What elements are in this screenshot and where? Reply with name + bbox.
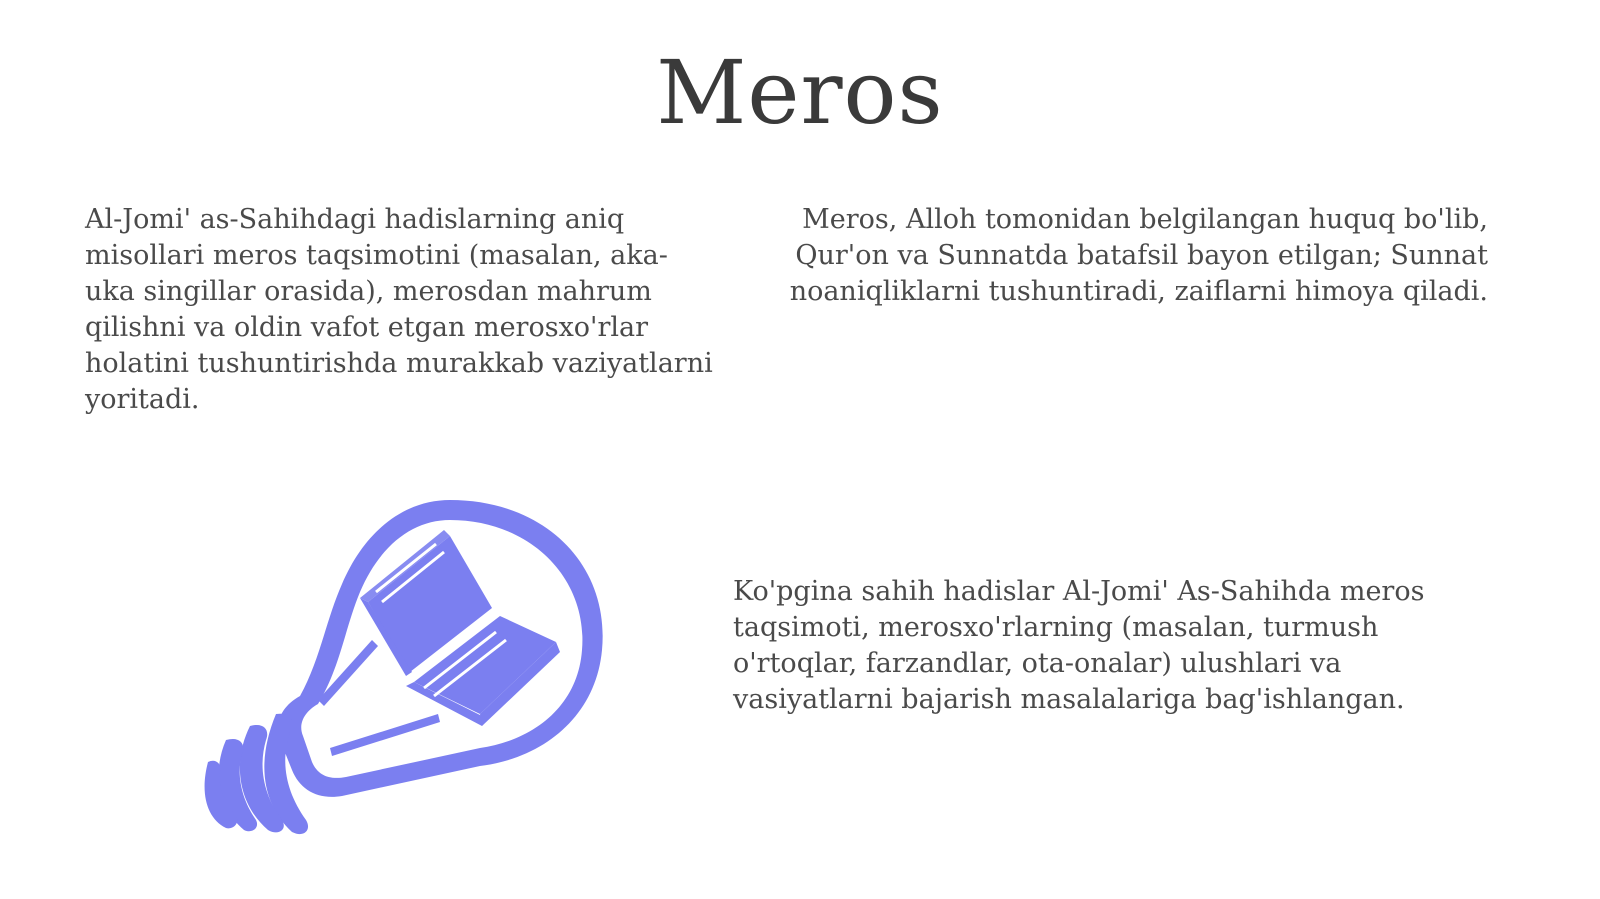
lightbulb-with-books-icon: [200, 500, 620, 860]
paragraph-left: Al-Jomi' as-Sahihdagi hadislarning aniq misollari meros taqsimotini (masalan, aka-uka singillar orasida), merosdan mahrum qilishni va oldin vafot etgan merosxo'rlar holatini tushuntirishda murakkab vaziyatlarni yoritadi.: [85, 204, 713, 415]
paragraph-bottom: Ko'pgina sahih hadislar Al-Jomi' As-Sahihda meros taqsimoti, merosxo'rlarning (masalan, turmush o'rtoqlar, farzandlar, ota-onalar) ulushlari va vasiyatlarni bajarish masalalariga bag'ishlangan.: [733, 576, 1425, 715]
paragraph-right: Meros, Alloh tomonidan belgilangan huquq bo'lib, Qur'on va Sunnatda batafsil bayon etilgan; Sunnat noaniqliklarni tushuntiradi, zaiflarni himoya qiladi.: [789, 204, 1488, 307]
slide-title: Meros: [656, 41, 944, 144]
